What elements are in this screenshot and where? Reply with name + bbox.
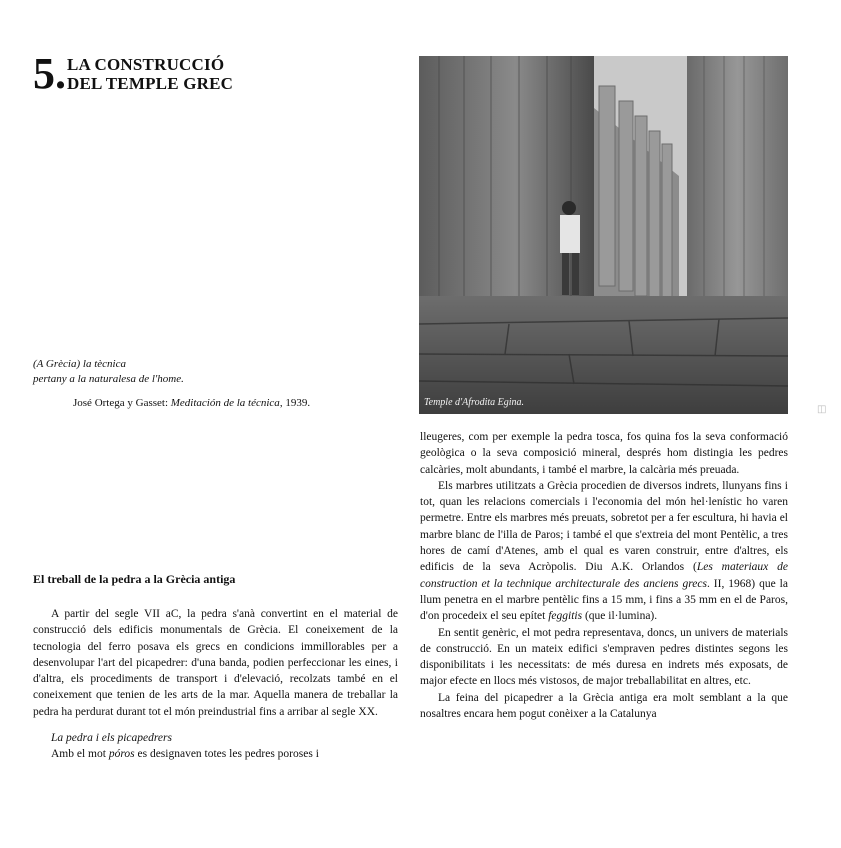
epigraph-year: , 1939. bbox=[279, 397, 311, 409]
scan-mark-icon: ◫ bbox=[817, 404, 827, 415]
epigraph-line2: pertany a la naturalesa de l'home. bbox=[33, 373, 184, 385]
chapter-number: 5. bbox=[33, 49, 66, 98]
right-paragraph-2-part-a: Els marbres utilitzats a Grècia procedien de diversos indrets, llunyans fins i tot, quan les relacions comercials i l'economia del món hel·lenístic ho varen permetre. Entre els marbres més preuats, sobretot per a fer escultura, hi havia el marbre blanc de l'illa de Paros; i també el que s'extreia del mont Pentèlic, a tres hores de camí d'Atenes, amb el qual es varen construir, entre d'altres, els edificis de la seva Acròpolis. Diu A.K. Orlandos ( bbox=[420, 479, 788, 574]
temple-photo bbox=[419, 56, 788, 414]
chapter-title bbox=[67, 55, 233, 93]
left-paragraph-1: A partir del segle VII aC, la pedra s'anà convertint en el material de construcció dels edificis monumentals de Grècia. El coneixement de la tecnologia del ferro posava els grecs en condicions immillorables per a desenvolupar l'art del picapedrer: d'una banda, podien perfeccionar les eines, i d'altra, els procediments de transport i d'elevació, recolzats també en el coneixement que tenien de les arts de la mar. Aquella manera de treballar la pedra ha perdurat durant tot el món preindustrial fins a arribar al segle XX. bbox=[33, 608, 398, 718]
chapter-title-line2: DEL TEMPLE GREC bbox=[67, 74, 234, 93]
subheading: La pedra i els picapedrers bbox=[51, 732, 172, 745]
epigraph-work: Meditación de la técnica bbox=[170, 397, 280, 409]
section-heading: El treball de la pedra a la Grècia antiga bbox=[33, 572, 236, 586]
left-paragraph-2-end: es designaven totes les pedres poroses i bbox=[134, 748, 319, 761]
epigraph-author: José Ortega y Gasset: bbox=[73, 397, 169, 409]
left-paragraph-2-term: póros bbox=[108, 748, 135, 761]
temple-photo-graphic bbox=[419, 56, 788, 414]
left-column bbox=[33, 606, 398, 763]
chapter-title-line1: LA CONSTRUCCIÓ bbox=[67, 55, 225, 74]
right-paragraph-1: lleugeres, com per exemple la pedra tosca, fos quina fos la seva conformació geològica o la seva composició mineral, després hom distingia les pedres calcàries, molt abundants, i també el marbre, la calcària més preuada. bbox=[420, 431, 788, 476]
right-paragraph-4: La feina del picapedrer a la Grècia antiga era molt semblant a la que nosaltres encara hem pogut conèixer a la Catalunya bbox=[420, 691, 788, 721]
right-paragraph-2-citation: Les materiaux de construction et la technique architecturale des anciens grecs bbox=[420, 561, 788, 590]
chapter-heading bbox=[33, 49, 353, 102]
epigraph-line1: (A Grècia) la tècnica bbox=[33, 358, 126, 370]
left-paragraph-2 bbox=[33, 746, 398, 762]
right-paragraph-2-epithet: feggitis bbox=[548, 610, 583, 623]
epigraph bbox=[33, 357, 393, 411]
right-paragraph-3: En sentit genèric, el mot pedra representava, doncs, un univers de materials de construcció. En un mateix edifici s'empraven pedres distintes segons les disponibilitats i les necessitats: de més duresa en indrets més exposats, de major efecte en llocs més vistosos, de major treballabilitat en altres, etc. bbox=[420, 626, 788, 688]
right-paragraph-2-part-b: . II, 1968) que la llum penetra en el marbre pentèlic fins a 15 mm, i fins a 35 mm en el de Paros, d'on procedeix el seu epítet bbox=[420, 577, 788, 623]
epigraph-source bbox=[33, 396, 393, 411]
photo-caption: Temple d'Afrodita Egina. bbox=[424, 397, 525, 408]
left-paragraph-2-start: Amb el mot bbox=[51, 748, 109, 761]
right-column bbox=[420, 429, 788, 722]
right-paragraph-2 bbox=[420, 478, 788, 625]
right-paragraph-2-part-c: (que il·lumina). bbox=[582, 610, 658, 623]
